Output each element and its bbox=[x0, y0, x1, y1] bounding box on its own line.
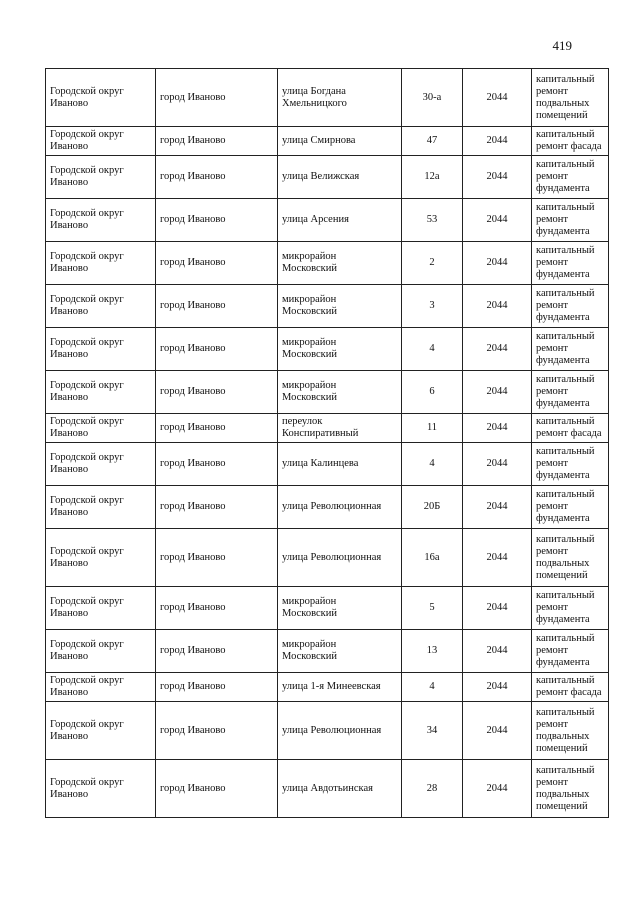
work-type-cell: капитальный ремонт фасада bbox=[532, 673, 609, 702]
street-cell: улица Революционная bbox=[278, 702, 402, 760]
table-row bbox=[46, 156, 609, 199]
house-number-cell: 4 bbox=[402, 443, 463, 486]
street-cell: улица Велижская bbox=[278, 156, 402, 199]
city-cell: город Иваново bbox=[156, 199, 278, 242]
street-cell: микрорайон Московский bbox=[278, 371, 402, 414]
municipality-cell: Городской округ Иваново bbox=[46, 156, 156, 199]
house-number-cell: 47 bbox=[402, 127, 463, 156]
work-type-cell: капитальный ремонт фундамента bbox=[532, 486, 609, 529]
work-type-cell: капитальный ремонт фундамента bbox=[532, 156, 609, 199]
municipality-cell: Городской округ Иваново bbox=[46, 328, 156, 371]
table-row bbox=[46, 760, 609, 818]
street-cell: микрорайон Московский bbox=[278, 328, 402, 371]
work-type-cell: капитальный ремонт фундамента bbox=[532, 242, 609, 285]
year-cell: 2044 bbox=[463, 127, 532, 156]
city-cell: город Иваново bbox=[156, 486, 278, 529]
municipality-cell: Городской округ Иваново bbox=[46, 760, 156, 818]
street-cell: улица Калинцева bbox=[278, 443, 402, 486]
street-cell: микрорайон Московский bbox=[278, 242, 402, 285]
year-cell: 2044 bbox=[463, 443, 532, 486]
street-cell: микрорайон Московский bbox=[278, 587, 402, 630]
year-cell: 2044 bbox=[463, 673, 532, 702]
municipality-cell: Городской округ Иваново bbox=[46, 486, 156, 529]
table-row bbox=[46, 285, 609, 328]
street-cell: микрорайон Московский bbox=[278, 630, 402, 673]
house-number-cell: 16а bbox=[402, 529, 463, 587]
year-cell: 2044 bbox=[463, 587, 532, 630]
municipality-cell: Городской округ Иваново bbox=[46, 69, 156, 127]
house-number-cell: 20Б bbox=[402, 486, 463, 529]
year-cell: 2044 bbox=[463, 285, 532, 328]
house-number-cell: 28 bbox=[402, 760, 463, 818]
house-number-cell: 53 bbox=[402, 199, 463, 242]
work-type-cell: капитальный ремонт подвальных помещений bbox=[532, 760, 609, 818]
municipality-cell: Городской округ Иваново bbox=[46, 414, 156, 443]
city-cell: город Иваново bbox=[156, 760, 278, 818]
street-cell: переулок Конспиративный bbox=[278, 414, 402, 443]
year-cell: 2044 bbox=[463, 702, 532, 760]
city-cell: город Иваново bbox=[156, 242, 278, 285]
table-row bbox=[46, 127, 609, 156]
city-cell: город Иваново bbox=[156, 702, 278, 760]
city-cell: город Иваново bbox=[156, 587, 278, 630]
repair-schedule-table bbox=[45, 68, 609, 818]
table-row bbox=[46, 529, 609, 587]
year-cell: 2044 bbox=[463, 371, 532, 414]
work-type-cell: капитальный ремонт подвальных помещений bbox=[532, 529, 609, 587]
work-type-cell: капитальный ремонт подвальных помещений bbox=[532, 69, 609, 127]
street-cell: улица Революционная bbox=[278, 529, 402, 587]
work-type-cell: капитальный ремонт фундамента bbox=[532, 199, 609, 242]
house-number-cell: 6 bbox=[402, 371, 463, 414]
table-row bbox=[46, 702, 609, 760]
street-cell: улица Арсения bbox=[278, 199, 402, 242]
municipality-cell: Городской округ Иваново bbox=[46, 443, 156, 486]
table-row bbox=[46, 414, 609, 443]
city-cell: город Иваново bbox=[156, 529, 278, 587]
street-cell: микрорайон Московский bbox=[278, 285, 402, 328]
work-type-cell: капитальный ремонт фундамента bbox=[532, 443, 609, 486]
year-cell: 2044 bbox=[463, 156, 532, 199]
table-row bbox=[46, 199, 609, 242]
year-cell: 2044 bbox=[463, 760, 532, 818]
municipality-cell: Городской округ Иваново bbox=[46, 199, 156, 242]
year-cell: 2044 bbox=[463, 486, 532, 529]
page-number: 419 bbox=[552, 38, 572, 53]
city-cell: город Иваново bbox=[156, 630, 278, 673]
table-row bbox=[46, 69, 609, 127]
house-number-cell: 12а bbox=[402, 156, 463, 199]
year-cell: 2044 bbox=[463, 529, 532, 587]
table-row bbox=[46, 630, 609, 673]
municipality-cell: Городской округ Иваново bbox=[46, 529, 156, 587]
municipality-cell: Городской округ Иваново bbox=[46, 673, 156, 702]
table-row bbox=[46, 673, 609, 702]
year-cell: 2044 bbox=[463, 414, 532, 443]
city-cell: город Иваново bbox=[156, 328, 278, 371]
house-number-cell: 2 bbox=[402, 242, 463, 285]
street-cell: улица Авдотьинская bbox=[278, 760, 402, 818]
house-number-cell: 5 bbox=[402, 587, 463, 630]
city-cell: город Иваново bbox=[156, 371, 278, 414]
municipality-cell: Городской округ Иваново bbox=[46, 371, 156, 414]
municipality-cell: Городской округ Иваново bbox=[46, 285, 156, 328]
street-cell: улица Богдана Хмельницкого bbox=[278, 69, 402, 127]
table-row bbox=[46, 443, 609, 486]
house-number-cell: 11 bbox=[402, 414, 463, 443]
house-number-cell: 34 bbox=[402, 702, 463, 760]
municipality-cell: Городской округ Иваново bbox=[46, 630, 156, 673]
work-type-cell: капитальный ремонт фундамента bbox=[532, 328, 609, 371]
work-type-cell: капитальный ремонт фасада bbox=[532, 414, 609, 443]
municipality-cell: Городской округ Иваново bbox=[46, 242, 156, 285]
house-number-cell: 4 bbox=[402, 673, 463, 702]
work-type-cell: капитальный ремонт фасада bbox=[532, 127, 609, 156]
city-cell: город Иваново bbox=[156, 127, 278, 156]
table-body bbox=[46, 69, 609, 818]
year-cell: 2044 bbox=[463, 630, 532, 673]
municipality-cell: Городской округ Иваново bbox=[46, 127, 156, 156]
house-number-cell: 4 bbox=[402, 328, 463, 371]
work-type-cell: капитальный ремонт фундамента bbox=[532, 371, 609, 414]
city-cell: город Иваново bbox=[156, 673, 278, 702]
work-type-cell: капитальный ремонт фундамента bbox=[532, 285, 609, 328]
work-type-cell: капитальный ремонт фундамента bbox=[532, 630, 609, 673]
house-number-cell: 30-а bbox=[402, 69, 463, 127]
table-row bbox=[46, 328, 609, 371]
year-cell: 2044 bbox=[463, 242, 532, 285]
city-cell: город Иваново bbox=[156, 69, 278, 127]
street-cell: улица Смирнова bbox=[278, 127, 402, 156]
table-row bbox=[46, 242, 609, 285]
city-cell: город Иваново bbox=[156, 443, 278, 486]
city-cell: город Иваново bbox=[156, 285, 278, 328]
table-row bbox=[46, 486, 609, 529]
city-cell: город Иваново bbox=[156, 156, 278, 199]
street-cell: улица Революционная bbox=[278, 486, 402, 529]
table-row bbox=[46, 587, 609, 630]
work-type-cell: капитальный ремонт подвальных помещений bbox=[532, 702, 609, 760]
table-row bbox=[46, 371, 609, 414]
municipality-cell: Городской округ Иваново bbox=[46, 702, 156, 760]
work-type-cell: капитальный ремонт фундамента bbox=[532, 587, 609, 630]
house-number-cell: 3 bbox=[402, 285, 463, 328]
year-cell: 2044 bbox=[463, 69, 532, 127]
city-cell: город Иваново bbox=[156, 414, 278, 443]
municipality-cell: Городской округ Иваново bbox=[46, 587, 156, 630]
street-cell: улица 1-я Минеевская bbox=[278, 673, 402, 702]
year-cell: 2044 bbox=[463, 328, 532, 371]
year-cell: 2044 bbox=[463, 199, 532, 242]
house-number-cell: 13 bbox=[402, 630, 463, 673]
